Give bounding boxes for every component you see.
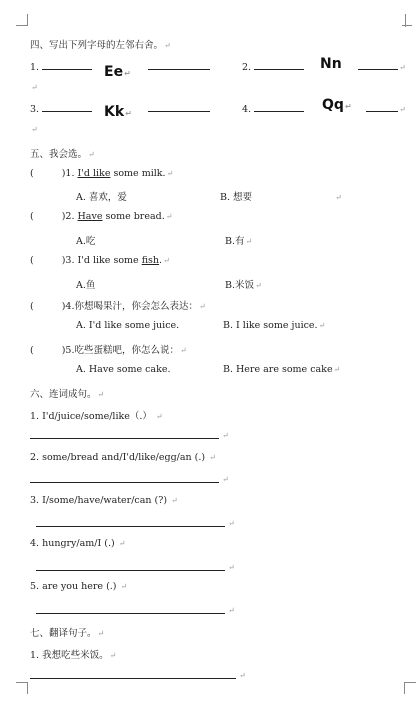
option-a[interactable]: [76, 320, 179, 331]
reorder-item-5: [30, 581, 127, 592]
letter-text: Ee: [104, 64, 124, 80]
paragraph-mark: ↵: [399, 105, 406, 114]
choice-question-3: [30, 255, 170, 266]
section-5-title: [30, 146, 95, 160]
answer-blank-wrap: [366, 102, 406, 115]
reorder-prompt: 5. are you here (.): [30, 581, 117, 592]
paragraph-mark: ↵: [228, 563, 235, 572]
answer-blank[interactable]: [148, 60, 210, 70]
paragraph-mark: ↵: [163, 256, 170, 265]
paragraph-mark: ↵: [199, 302, 206, 311]
paragraph-mark: ↵: [180, 346, 187, 355]
answer-paren[interactable]: (: [30, 255, 34, 266]
letter-pair: [104, 104, 132, 120]
paragraph-mark: ↵: [109, 651, 117, 660]
paragraph-mark: ↵: [239, 671, 246, 680]
reorder-prompt: 4. hungry/am/I (.): [30, 538, 115, 549]
reorder-prompt: 3. I/some/have/water/can (?): [30, 495, 168, 506]
empty-line: [30, 82, 38, 93]
paragraph-mark: ↵: [228, 606, 235, 615]
paragraph-mark: ↵: [164, 41, 171, 50]
underlined-word: Have: [77, 211, 103, 222]
line-end-mark: [221, 430, 229, 441]
option-a[interactable]: [76, 277, 95, 291]
section-title-text: 四、写出下列字母的左邻右舍。: [30, 40, 164, 51]
letter-pair: [320, 56, 342, 72]
answer-line[interactable]: [30, 438, 219, 439]
answer-blank-wrap: [358, 60, 406, 73]
question-text: .: [159, 255, 163, 266]
paragraph-mark: ↵: [335, 193, 342, 202]
page-corner-mark: [402, 14, 412, 26]
letter-item-3: [30, 102, 92, 115]
question-text: )3. I'd like some: [61, 255, 142, 266]
paragraph-mark: ↵: [125, 109, 132, 118]
letter-text: Kk: [104, 104, 125, 120]
line-end-mark: [227, 518, 235, 529]
reorder-item-1: [30, 408, 163, 422]
paragraph-mark: ↵: [171, 496, 178, 505]
option-b[interactable]: [225, 233, 252, 247]
option-a[interactable]: [76, 364, 171, 375]
option-b[interactable]: [223, 320, 325, 331]
page-corner-mark: [16, 14, 28, 26]
letter-text: Qq: [322, 97, 344, 113]
paragraph-mark: ↵: [31, 125, 38, 134]
option-text: A. 喜欢，爱: [76, 192, 127, 203]
paragraph-mark: ↵: [165, 212, 173, 221]
option-a[interactable]: [76, 189, 127, 203]
choice-question-2: [30, 211, 172, 222]
option-text: B.有: [225, 236, 245, 247]
reorder-prompt: 2. some/bread and/I'd/like/egg/an (.): [30, 452, 206, 463]
answer-line[interactable]: [36, 526, 225, 527]
underlined-word: fish: [141, 255, 160, 266]
line-end-mark: [227, 562, 235, 573]
section-7-title: [30, 625, 104, 639]
empty-line: [30, 124, 38, 135]
item-number: 2.: [242, 62, 252, 73]
letter-item-1: [30, 60, 92, 73]
paragraph-mark: ↵: [124, 69, 131, 78]
option-text: A. I'd like some juice.: [76, 320, 180, 331]
question-text: )1.: [61, 168, 78, 179]
answer-line[interactable]: [30, 482, 219, 483]
reorder-item-3: [30, 495, 178, 506]
option-text: B. 想要: [220, 192, 253, 203]
paragraph-mark: ↵: [318, 321, 326, 330]
option-b[interactable]: [223, 364, 340, 375]
answer-blank[interactable]: [358, 60, 398, 70]
item-number: 3.: [30, 104, 40, 115]
choice-question-5: [30, 342, 187, 356]
section-title-text: 七、翻译句子。: [30, 628, 97, 639]
paragraph-mark: ↵: [399, 63, 406, 72]
answer-blank[interactable]: [148, 102, 210, 112]
section-4-title: [30, 37, 171, 51]
option-a[interactable]: [76, 233, 95, 247]
answer-line[interactable]: [36, 613, 225, 614]
paragraph-mark: ↵: [209, 453, 216, 462]
question-text: some milk.: [110, 168, 166, 179]
option-text: A.吃: [76, 236, 96, 247]
question-text: )4.你想喝果汁，你会怎么表达：: [61, 301, 198, 312]
answer-line[interactable]: [36, 570, 225, 571]
question-text: )5.吃些蛋糕吧，你怎么说：: [61, 345, 179, 356]
paragraph-mark: ↵: [255, 281, 262, 290]
answer-blank-wrap: [148, 60, 210, 73]
answer-blank[interactable]: [42, 60, 92, 70]
option-text: A.鱼: [76, 280, 96, 291]
section-title-text: 六、连词成句。: [30, 389, 97, 400]
section-title-text: 五、我会选。: [30, 149, 88, 160]
page-corner-mark: [16, 682, 28, 694]
answer-blank[interactable]: [42, 102, 92, 112]
paragraph-mark: ↵: [97, 629, 105, 638]
choice-question-4: [30, 298, 206, 312]
answer-line[interactable]: [30, 678, 236, 679]
paragraph-mark: ↵: [333, 365, 341, 374]
paragraph-mark: ↵: [222, 431, 229, 440]
answer-blank[interactable]: [366, 102, 398, 112]
reorder-item-2: [30, 452, 216, 463]
line-end-mark: [227, 605, 235, 616]
paragraph-mark: ↵: [166, 169, 174, 178]
option-text: B. Here are some cake: [223, 364, 333, 375]
paragraph-mark: ↵: [155, 412, 163, 421]
paragraph-mark: ↵: [118, 539, 126, 548]
question-text: some bread.: [102, 211, 165, 222]
item-number: 1.: [30, 62, 40, 73]
paragraph-mark: ↵: [228, 519, 235, 528]
section-6-title: [30, 386, 104, 400]
page-corner-mark: [404, 682, 416, 694]
answer-blank[interactable]: [254, 60, 304, 70]
paragraph-mark: ↵: [245, 237, 253, 246]
letter-text: Nn: [320, 56, 342, 72]
underlined-word: I'd like: [77, 168, 111, 179]
answer-blank[interactable]: [254, 102, 304, 112]
reorder-item-4: [30, 538, 125, 549]
letter-pair: [104, 64, 131, 80]
paragraph-mark: ↵: [88, 150, 95, 159]
paragraph-mark: ↵: [97, 390, 105, 399]
translate-item-1: [30, 647, 116, 661]
line-end-mark: [221, 474, 229, 485]
option-text: B.米饭: [225, 280, 255, 291]
paragraph-mark: ↵: [344, 102, 352, 111]
paragraph-mark: ↵: [31, 83, 38, 92]
letter-item-2: [242, 60, 304, 73]
question-text: )2.: [61, 211, 78, 222]
option-text: B. I like some juice.: [223, 320, 318, 331]
paragraph-mark: ↵: [222, 475, 229, 484]
reorder-prompt: 1. I'd/juice/some/like（.）: [30, 411, 152, 422]
answer-paren[interactable]: (: [30, 168, 34, 179]
option-b[interactable]: [225, 277, 262, 291]
letter-item-4: [242, 102, 304, 115]
line-end-mark: [238, 670, 246, 681]
letter-pair: [322, 97, 352, 113]
answer-paren[interactable]: (: [30, 211, 34, 222]
option-b[interactable]: [220, 189, 342, 203]
answer-paren[interactable]: (: [30, 345, 34, 356]
answer-paren[interactable]: (: [30, 301, 34, 312]
translate-prompt: 1. 我想吃些米饭。: [30, 650, 109, 661]
item-number: 4.: [242, 104, 252, 115]
answer-blank-wrap: [148, 102, 210, 115]
paragraph-mark: ↵: [120, 582, 128, 591]
page-corner-mark: [405, 14, 406, 27]
option-text: A. Have some cake.: [76, 364, 171, 375]
choice-question-1: [30, 168, 173, 179]
